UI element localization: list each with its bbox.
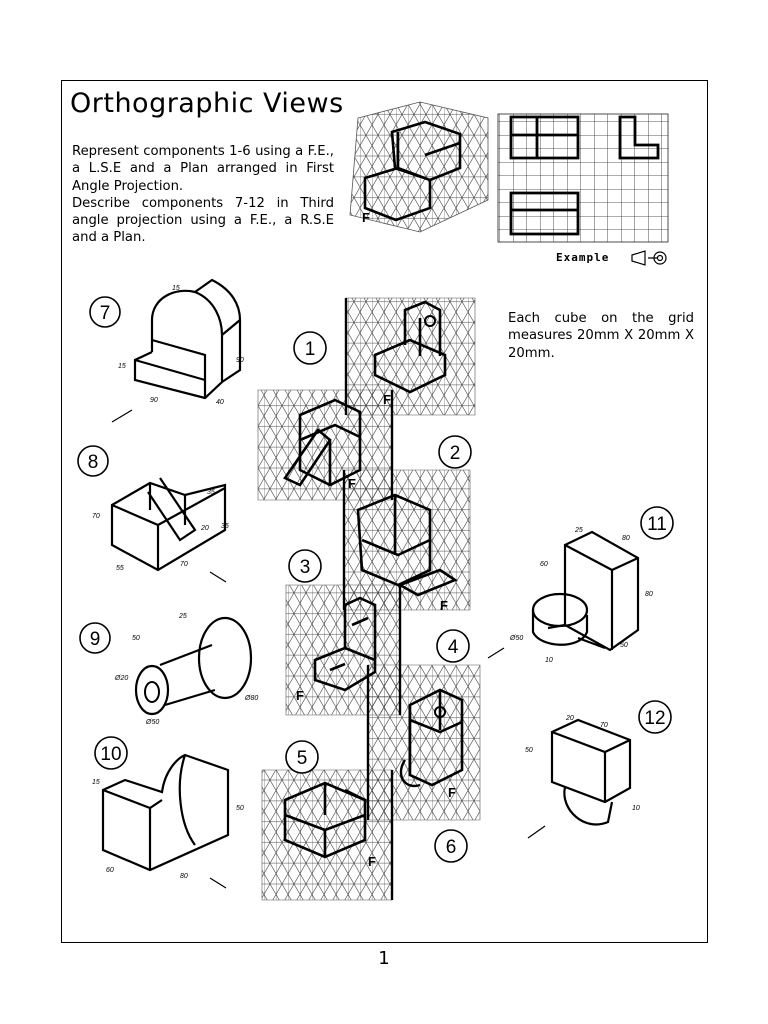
dim-11-d: 80 — [645, 591, 653, 598]
dim-12-b: 70 — [600, 722, 608, 729]
dim-8-d: 35 — [221, 523, 229, 530]
dim-11-e: Ø50 — [510, 635, 524, 642]
example-label: Example — [556, 251, 610, 264]
dim-9-c: Ø20 — [115, 675, 129, 682]
label-3: 3 — [299, 557, 311, 578]
dim-8-b: 70 — [92, 513, 100, 520]
dim-10-c: 60 — [106, 867, 114, 874]
component-9 — [136, 618, 251, 714]
label-4: 4 — [447, 637, 459, 658]
dim-8-a: 35 — [207, 489, 215, 496]
label-1: 1 — [304, 339, 316, 360]
dim-8-f: 70 — [180, 561, 188, 568]
dim-11-g: 50 — [620, 642, 628, 649]
label-7: 7 — [99, 303, 111, 324]
dim-10-b: 50 — [236, 805, 244, 812]
dim-7-c: 90 — [236, 357, 244, 364]
dim-8-e: 55 — [116, 565, 124, 572]
dim-12-c: 50 — [525, 747, 533, 754]
dim-7-e: 40 — [216, 399, 224, 406]
front-marker: F — [368, 854, 376, 869]
front-marker: F — [440, 598, 448, 613]
component-12 — [528, 720, 630, 838]
instruction-third-angle: Describe components 7-12 in Third angle projection using a F.E., a R.S.E and a Plan. — [72, 195, 334, 246]
dim-11-c: 60 — [540, 561, 548, 568]
dim-9-b: 25 — [179, 613, 187, 620]
dim-11-b: 80 — [622, 535, 630, 542]
dim-12-a: 20 — [566, 715, 574, 722]
instruction-first-angle: Represent components 1-6 using a F.E., a L.S.E and a Plan arranged in First Angle Projection. — [72, 144, 334, 194]
page-title: Orthographic Views — [70, 88, 344, 119]
example-orthographic — [498, 114, 668, 265]
component-10 — [103, 755, 228, 888]
label-12: 12 — [644, 708, 666, 729]
front-marker: F — [296, 688, 304, 703]
label-10: 10 — [100, 744, 122, 765]
label-2: 2 — [449, 443, 461, 464]
dim-9-a: 50 — [132, 635, 140, 642]
dim-7-d: 90 — [150, 397, 158, 404]
page-number: 1 — [378, 948, 390, 969]
dim-8-c: 20 — [201, 525, 209, 532]
front-marker: F — [362, 210, 370, 225]
label-11: 11 — [647, 514, 667, 535]
dim-12-d: 10 — [632, 805, 640, 812]
label-6: 6 — [445, 837, 457, 858]
dim-7-b: 15 — [118, 363, 126, 370]
dim-11-a: 25 — [575, 527, 583, 534]
dim-10-d: 80 — [180, 873, 188, 880]
dim-11-f: 10 — [545, 657, 553, 664]
label-5: 5 — [296, 748, 308, 769]
grid-scale-note: Each cube on the grid measures 20mm X 20mm X 20mm. — [508, 311, 694, 361]
front-marker: F — [383, 392, 391, 407]
label-8: 8 — [87, 452, 99, 473]
front-marker: F — [448, 785, 456, 800]
example-isometric — [350, 102, 488, 232]
label-9: 9 — [89, 629, 101, 650]
dim-9-e: Ø80 — [245, 695, 259, 702]
dim-9-d: Ø50 — [146, 719, 160, 726]
dim-10-a: 15 — [92, 779, 100, 786]
front-marker: F — [348, 476, 356, 491]
dim-7-a: 15 — [172, 285, 180, 292]
